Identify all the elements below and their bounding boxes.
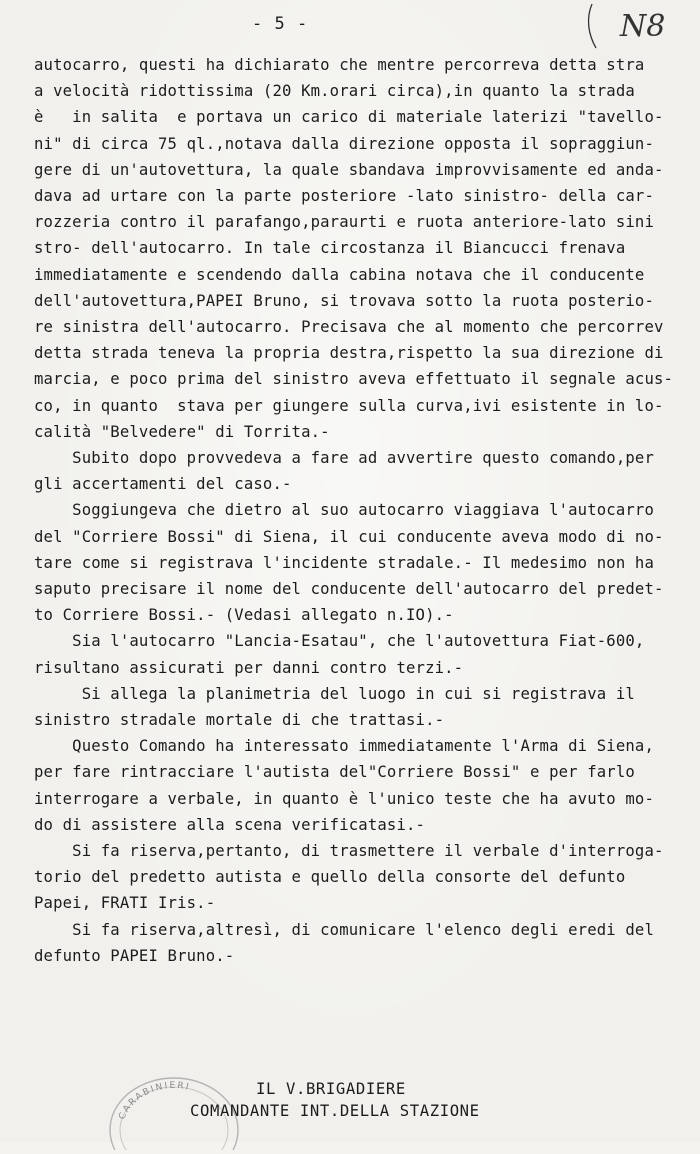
handwritten-corner-mark: [586, 0, 696, 56]
text-line: stro- dell'autocarro. In tale circostanza il Biancucci frenava: [34, 239, 626, 257]
text-line: ni" di circa 75 ql.,notava dalla direzione opposta il sopraggiun-: [34, 135, 654, 153]
text-line: immediatamente e scendendo dalla cabina notava che il conducente: [34, 266, 645, 284]
text-line: torio del predetto autista e quello della consorte del defunto: [34, 868, 626, 886]
text-line: gere di un'autovettura, la quale sbandava improvvisamente ed anda-: [34, 161, 664, 179]
text-line: Papei, FRATI Iris.-: [34, 894, 216, 912]
text-line: sinistro stradale mortale di che trattasi.-: [34, 711, 445, 729]
text-line: gli accertamenti del caso.-: [34, 475, 292, 493]
signature-subtitle: COMANDANTE INT.DELLA STAZIONE: [190, 1102, 480, 1120]
signature-title: IL V.BRIGADIERE: [256, 1080, 406, 1098]
page-number: - 5 -: [252, 14, 309, 34]
text-line: re sinistra dell'autocarro. Precisava che al momento che percorrev: [34, 318, 664, 336]
text-line: Si fa riserva,pertanto, di trasmettere il verbale d'interroga-: [34, 842, 664, 860]
text-line: dava ad urtare con la parte posteriore -lato sinistro- della car-: [34, 187, 654, 205]
text-line: calità "Belvedere" di Torrita.-: [34, 423, 330, 441]
text-line: Questo Comando ha interessato immediatamente l'Arma di Siena,: [34, 737, 654, 755]
text-line: detta strada teneva la propria destra,rispetto la sua direzione di: [34, 344, 664, 362]
text-line: rozzeria contro il parafango,paraurti e ruota anteriore-lato sini: [34, 213, 654, 231]
text-line: tare come si registrava l'incidente stradale.- Il medesimo non ha: [34, 554, 654, 572]
text-line: autocarro, questi ha dichiarato che mentre percorreva detta stra: [34, 56, 645, 74]
text-line: a velocità ridottissima (20 Km.orari circa),in quanto la strada: [34, 82, 635, 100]
text-line: interrogare a verbale, in quanto è l'unico teste che ha avuto mo-: [34, 790, 654, 808]
text-line: Soggiungeva che dietro al suo autocarro viaggiava l'autocarro: [34, 501, 654, 519]
text-line: marcia, e poco prima del sinistro aveva effettuato il segnale acus-: [34, 370, 674, 388]
text-line: do di assistere alla scena verificatasi.-: [34, 816, 426, 834]
text-line: dell'autovettura,PAPEI Bruno, si trovava sotto la ruota posterio-: [34, 292, 654, 310]
text-line: to Corriere Bossi.- (Vedasi allegato n.IO).-: [34, 606, 454, 624]
text-line: Si fa riserva,altresì, di comunicare l'elenco degli eredi del: [34, 921, 654, 939]
text-line: saputo precisare il nome del conducente dell'autocarro del predet-: [34, 580, 664, 598]
svg-text:CARABINIERI: CARABINIERI: [117, 1080, 192, 1122]
text-line: defunto PAPEI Bruno.-: [34, 947, 235, 965]
text-line: Si allega la planimetria del luogo in cui si registrava il: [34, 685, 635, 703]
text-line: Sia l'autocarro "Lancia-Esatau", che l'autovettura Fiat-600,: [34, 632, 645, 650]
text-line: per fare rintracciare l'autista del"Corriere Bossi" e per farlo: [34, 763, 635, 781]
svg-text:N8: N8: [620, 9, 666, 44]
text-line: è in salita e portava un carico di materiale laterizi "tavello-: [34, 108, 664, 126]
text-line: Subito dopo provvedeva a fare ad avvertire questo comando,per: [34, 449, 654, 467]
text-line: co, in quanto stava per giungere sulla curva,ivi esistente in lo-: [34, 397, 664, 415]
text-line: risultano assicurati per danni contro terzi.-: [34, 659, 464, 677]
text-line: del "Corriere Bossi" di Siena, il cui conducente aveva modo di no-: [34, 528, 664, 546]
